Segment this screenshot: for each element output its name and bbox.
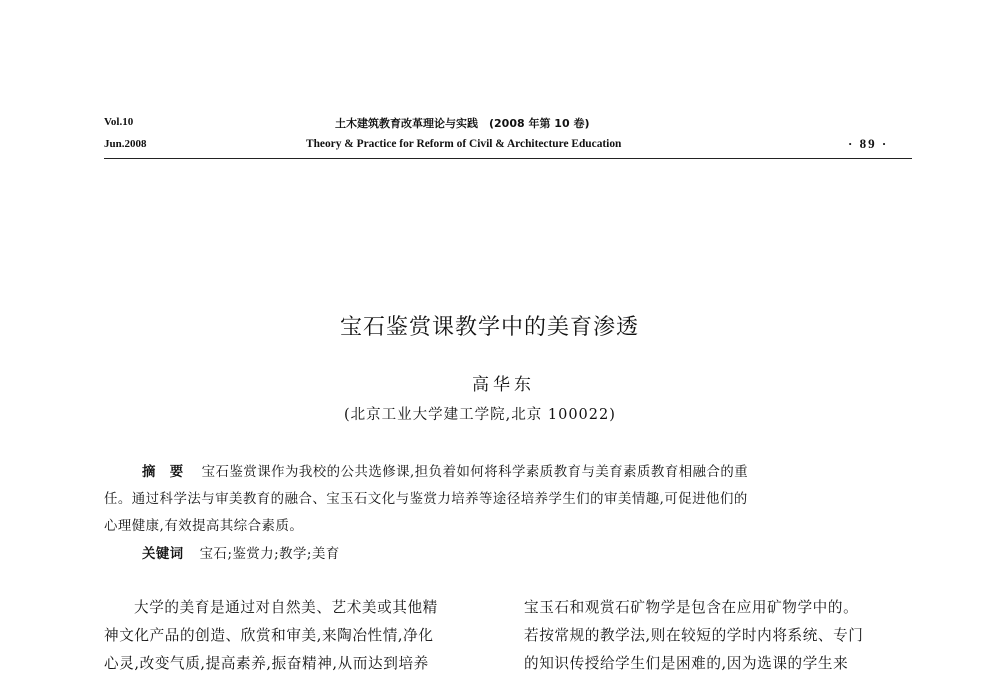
journal-title-cn: 土木建筑教育改革理论与实践 (2008 年第 10 卷) <box>335 117 590 130</box>
abstract-line-2: 任。通过科学法与审美教育的融合、宝玉石文化与鉴赏力培养等途径培养学生们的审美情趣,可促进他们的 <box>104 492 748 507</box>
article-author: 高华东 <box>472 375 535 395</box>
left-column-line-2: 神文化产品的创造、欣赏和审美,来陶冶性情,净化 <box>104 627 434 644</box>
left-column-line-1: 大学的美育是通过对自然美、艺术美或其他精 <box>134 599 438 616</box>
journal-title-en: Theory & Practice for Reform of Civil & Architecture Education <box>306 138 622 150</box>
left-column-line-3: 心灵,改变气质,提高素养,振奋精神,从而达到培养 <box>104 655 429 672</box>
abstract-line-3: 心理健康,有效提高其综合素质。 <box>104 519 304 534</box>
page-number: · 89 · <box>848 136 889 151</box>
article-title: 宝石鉴赏课教学中的美育渗透 <box>340 315 640 340</box>
abstract-text: 宝石鉴赏课作为我校的公共选修课,担负着如何将科学素质教育与美育素质教育相融合的重 <box>201 465 749 480</box>
right-column-line-1: 宝玉石和观赏石矿物学是包含在应用矿物学中的。 <box>524 599 859 616</box>
right-column-line-3: 的知识传授给学生们是困难的,因为选课的学生来 <box>524 655 849 672</box>
abstract-label: 摘 要 <box>142 465 184 480</box>
header-rule <box>104 158 912 159</box>
right-column-line-2: 若按常规的教学法,则在较短的学时内将系统、专门 <box>524 627 864 644</box>
volume-label: Vol.10 <box>104 116 134 128</box>
keywords-text: 宝石;鉴赏力;教学;美育 <box>199 547 340 562</box>
author-affiliation: (北京工业大学建工学院,北京 100022) <box>344 407 616 423</box>
keywords-label: 关键词 <box>142 547 184 562</box>
abstract-line-1 <box>142 459 748 486</box>
issue-date: Jun.2008 <box>104 138 147 150</box>
keywords-line <box>142 541 340 568</box>
